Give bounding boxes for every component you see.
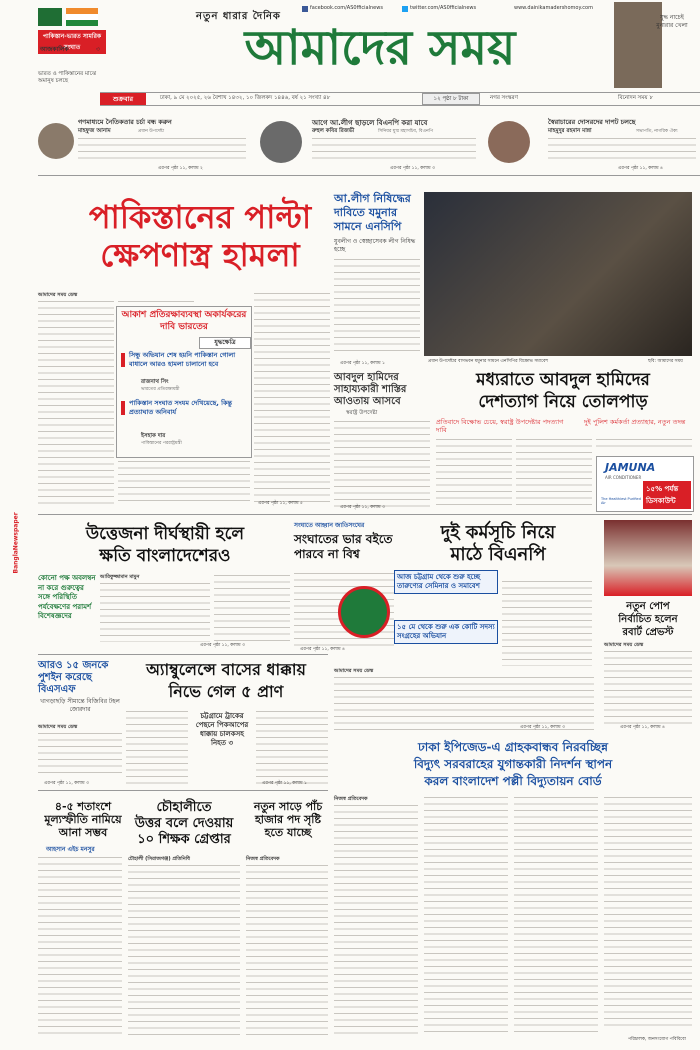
left-teaser: ভারত ও পাকিস্তানের মাঝে অমানুষ চলছে (38, 71, 96, 84)
ambulance-inset: চট্টগ্রামে ট্রাকের পেছনে পিকআপের ধাক্কায় চালকসহ নিহত ৩ (195, 712, 249, 747)
bnp-headline-2: মাঠে বিএনপি (450, 544, 546, 565)
columnist-1-jump: এরপর পৃষ্ঠা ১১, কলাম ২ (158, 166, 203, 171)
lead-jump: এরপর পৃষ্ঠা ১১, কলাম ৫ (258, 501, 303, 506)
fuel-body (38, 856, 122, 1036)
power-body-3 (514, 796, 598, 1034)
power-body-1 (334, 804, 418, 1034)
tension-body-2 (214, 574, 290, 642)
hamid-bullet-1: প্রতিবাদে বিক্ষোভ চেয়ে, স্বরাষ্ট্র উপদেষ্টার পদত্যাগ দাবি (436, 418, 564, 434)
ambulance-body-1 (126, 710, 188, 786)
date-strip (100, 92, 700, 106)
lead-body-col4 (118, 460, 250, 506)
fuel-byline: আহসান এইচ মনসুর (46, 846, 95, 853)
columnist-3 (488, 115, 700, 175)
fuel-headline-1: ৪-৫ শতাংশে (54, 800, 112, 813)
chowhali-byline: চৌহালী (সিরাজগঞ্জ) প্রতিনিধি (128, 856, 190, 862)
sidebar-bullet-icon (121, 353, 125, 367)
bnp-body-2 (334, 676, 594, 730)
houses-body (246, 864, 328, 1036)
india-flag-icon (66, 8, 98, 26)
sidebar-point-2-role: পাকিস্তানের পররাষ্ট্রমন্ত্রী (141, 441, 182, 446)
power-headline-3: করল বাংলাদেশ পল্লী বিদ্যুতায়ন বোর্ড (424, 774, 602, 788)
bnp-headline-1: দুই কর্মসূচি নিয়ে (440, 522, 556, 543)
pushin-headline: আরও ১৫ জনকে পুশইন করেছে বিএসএফ (38, 660, 109, 695)
un-jump: এরপর পৃষ্ঠা ১১, কলাম ৪ (300, 647, 345, 652)
facebook-link[interactable]: facebook.com/AS0fficialnews (310, 5, 383, 11)
columnist-2-headline: আগে আ.লীগ ছাড়লে বিএনপি করা যাবে (312, 119, 428, 127)
facebook-icon (302, 6, 308, 12)
columnist-2-photo (260, 121, 302, 163)
pope-photo (604, 520, 692, 596)
sidebar-point-1-role: ভারতের প্রতিরক্ষামন্ত্রী (141, 387, 180, 392)
flag-badge (38, 6, 106, 66)
edition: নগর সংস্করণ (490, 95, 518, 101)
tension-side-text: কোনো পক্ষ অবলম্বন না করে গুরুত্বের সঙ্গে পরিস্থিতি পর্যবেক্ষণের পরামর্শ বিশেষজ্ঞদের (38, 574, 96, 620)
columnist-3-role: সভাপতি, নাগরিক ঐক্য (636, 129, 678, 134)
power-byline: নিজস্ব প্রতিবেদক (334, 796, 368, 802)
power-body-4 (604, 796, 692, 1026)
sidebar-title: আকাশ প্রতিরক্ষাব্যবস্থা অকার্যকরের দাবি ভারতের (121, 310, 247, 332)
hamid-kicker: আবদুল হামিদের সাহায্যকারী শাস্তির আওতায় আসবে (334, 372, 407, 407)
ambulance-headline-1: অ্যাম্বুলেন্সে বাসের ধাক্কায় (146, 660, 306, 679)
lead-byline: আমাদের সময় ডেস্ক (38, 292, 78, 298)
ad-offer-2: ডিসকাউন্ট (646, 497, 676, 505)
awami-headline: আ.লীগ নিষিদ্ধের দাবিতে যমুনার সামনে এনসিপি (334, 192, 411, 233)
masthead (0, 0, 700, 110)
columnist-1-role: প্রধান উপদেষ্টা (138, 129, 165, 134)
power-footer: পরিচালক, জনসংযোগ পবিবিবো (628, 1037, 686, 1042)
lead-sidebar (116, 306, 252, 458)
website-link[interactable]: www.dainikamadershomoy.com (514, 5, 593, 11)
ambulance-jump: এরপর পৃষ্ঠা ১১, কলাম ১ (262, 781, 307, 786)
columnist-1-photo (38, 123, 74, 159)
columnist-2-body (312, 137, 476, 163)
pages-price: ১২ পৃষ্ঠা ৮ টাকা (422, 93, 480, 105)
columnist-2-author: রুহুল কবির রিজভী (312, 128, 355, 134)
hamid-body-1 (334, 420, 430, 510)
awami-photo-credit: ছবি: আমাদের সময় (648, 359, 683, 364)
hamid-headline-2: দেশত্যাগ নিয়ে তোলপাড় (478, 392, 648, 412)
sidebar-bullet-icon (121, 401, 125, 415)
houses-byline: নিজস্ব প্রতিবেদক (246, 856, 280, 862)
power-headline-2: বিদ্যুৎ সরবরাহের যুগান্তকারী নিদর্শন স্থাপন (413, 757, 613, 771)
hamid-body-3 (516, 438, 592, 510)
bnp-box-2: ১৫ মে থেকে শুরু এক কোটি সদস্য সংগ্রহের অভিযান (394, 620, 498, 644)
pope-body (604, 650, 692, 726)
pushin-byline: আমাদের সময় ডেস্ক (38, 724, 78, 730)
columnist-3-author: মাহমুদুর রহমান মান্না (548, 128, 592, 134)
columnist-1-body (78, 137, 246, 163)
pakistan-flag-icon (38, 8, 62, 26)
columnist-2 (260, 115, 480, 175)
tension-byline: আরিফুজ্জামান মামুন (100, 574, 140, 580)
chowhali-headline-3: ১০ শিক্ষক গ্রেপ্তার (137, 832, 231, 847)
hamid-jump: এরপর পৃষ্ঠা ১১, কলাম ৩ (340, 505, 385, 510)
jamuna-ad[interactable] (596, 456, 694, 512)
chowhali-headline-1: চৌহালীতে (156, 800, 212, 815)
tension-headline-1: উত্তেজনা দীর্ঘস্থায়ী হলে (85, 524, 245, 544)
pope-headline-2: নির্বাচিত হলেন (618, 614, 678, 625)
corner-teaser: যুদ্ধ নাচেই মুনারার খেলা (656, 14, 688, 29)
masthead-tagline: নতুন ধারার দৈনিক (196, 11, 281, 22)
lead-body-col1 (38, 300, 114, 506)
houses-headline-3: হতে যাচ্ছে (264, 826, 312, 839)
fuel-headline-3: আনা সম্ভব (58, 826, 108, 839)
ambulance-body-2 (256, 710, 328, 786)
twitter-icon (402, 6, 408, 12)
pushin-jump: এরপর পৃষ্ঠা ১১, কলাম ৩ (44, 781, 89, 786)
pushin-sub: খাগড়াছড়ি সীমান্তে বিজিবির টহল জোরদার (40, 698, 120, 713)
ad-offer-box (643, 481, 691, 509)
columnist-1 (38, 115, 250, 175)
houses-headline-2: হাজার পদ সৃষ্টি (255, 813, 321, 826)
power-headline-1: ঢাকা ইপিজেড-এ গ্রাহকবান্ধব নিরবচ্ছিন্ন (417, 740, 609, 754)
sidebar-point-1-by: রাজনাথ সিং (141, 379, 169, 385)
sidebar-point-2-by: ইসহাক দার (141, 433, 166, 439)
bnp-jump: এরপর পৃষ্ঠা ১১, কলাম ৩ (520, 725, 565, 730)
divider-1 (38, 514, 692, 515)
pushin-body (38, 732, 122, 778)
chowhali-body (128, 864, 240, 1036)
columnist-2-jump: এরপর পৃষ্ঠা ১১, কলাম ৩ (390, 166, 435, 171)
ad-slogan: The Healthiest Purified Air (601, 497, 641, 505)
pope-byline: আমাদের সময় ডেস্ক (604, 642, 644, 648)
bnp-box-1: আজ চট্টগ্রাম থেকে শুরু হচ্ছে তারুণ্যের সেমিনার ও সমাবেশ (394, 570, 498, 594)
columnist-3-headline: স্বৈরাচারের দোসরদের দাপট চলছে (548, 118, 636, 126)
divider-3 (38, 790, 328, 791)
bnp-byline: আমাদের সময় ডেস্ক (334, 668, 374, 674)
twitter-link[interactable]: twitter.com/AS0fficialnews (410, 5, 477, 11)
social-links (302, 5, 602, 15)
ambulance-headline-2: নিভে গেল ৫ প্রাণ (168, 682, 284, 701)
houses-headline-1: নতুন সাড়ে পাঁচ (253, 800, 323, 813)
sidebar-point-1-text: সিন্ধু অভিযান শেষ হয়নি পাকিস্তান গোলা বাধালে আরও হামলা চালানো হবে (129, 351, 236, 368)
un-kicker: সংঘাতে আহ্বান জাতিসংঘের (294, 522, 365, 529)
day-badge: শুক্রবার (100, 93, 146, 105)
columnist-3-body (548, 137, 696, 163)
pope-jump: এরপর পৃষ্ঠা ১১, কলাম ৪ (620, 725, 665, 730)
hamid-bullet-2: দুই পুলিশ কর্মকর্তা প্রত্যাহার, নতুন তদন্ত (584, 418, 686, 426)
corner-label: বিনোদন সময় ৮ (618, 95, 653, 101)
ad-brand: JAMUNA (605, 461, 656, 474)
columnist-1-headline: গণমাধ্যমে নৈতিকতার চর্চা বন্ধ করুন (78, 118, 172, 126)
hamid-headline-1: মধ্যরাতে আবদুল হামিদের (476, 370, 650, 390)
pope-headline-3: রবার্ট প্রেভস্ট (622, 627, 674, 638)
sidebar-tag: যুদ্ধক্ষেত্রি (199, 337, 251, 349)
columnists-row (38, 115, 700, 176)
masthead-title: আমাদের সময় (244, 20, 516, 76)
un-headline: সংঘাতের ভার বইতে পারবে না বিশ্ব (294, 532, 393, 561)
bnp-body-1 (502, 580, 592, 666)
chowhali-headline-2: উত্তর বলে দেওয়ায় (134, 816, 234, 831)
columnist-2-role: সিনিয়র যুগ্ম মহাসচিব, বিএনপি (378, 129, 434, 134)
ad-offer: ১৫% পর্যন্ত (646, 485, 679, 493)
tension-headline-2: ক্ষতি বাংলাদেশেরও (99, 546, 231, 566)
lead-headline-1: পাকিস্তানের পাল্টা (88, 198, 312, 236)
bnp-logo-icon (338, 586, 390, 638)
fuel-headline-2: মূল্যস্ফীতি নামিয়ে (44, 813, 122, 826)
tension-body-1 (100, 582, 210, 642)
pope-headline-1: নতুন পোপ (626, 601, 670, 612)
columnist-3-photo (488, 121, 530, 163)
hamid-body-2 (436, 438, 512, 510)
ad-product: AIR CONDITIONER (605, 475, 642, 480)
awami-photo-caption: প্রধান উপদেষ্টার বাসভবন যমুনার সামনে এনসিপির বিক্ষোভ সমাবেশ (428, 359, 549, 364)
sidebar-point-2-text: পাকিস্তান সংঘাত সংযম দেখিয়েছে, কিন্তু প্রত্যাঘাত অনিবার্য (129, 399, 233, 416)
badge-sub: আজকালিক (40, 46, 69, 53)
awami-jump: এরপর পৃষ্ঠা ১১, কলাম ১ (340, 361, 385, 366)
badge-page: ৩ (96, 46, 100, 53)
tension-jump: এরপর পৃষ্ঠা ১১, কলাম ৩ (200, 643, 245, 648)
lead-body-col3 (254, 292, 330, 506)
awami-sub: যুবলীগ ও স্বেচ্ছাসেবক লীগ নিষিদ্ধ হচ্ছে (334, 238, 416, 253)
date-line: ঢাকা, ৯ মে ২০২৫, ২৬ বৈশাখ ১৪৩২, ১০ জিলকদ ১৪৪৬, বর্ষ ২১ সংখ্যা ৪৮ (160, 95, 331, 101)
side-vertical-label: BanglaNewspaper (12, 512, 20, 574)
columnist-3-jump: এরপর পৃষ্ঠা ১১, কলাম ৪ (618, 166, 663, 171)
hamid-kicker-by: স্বরাষ্ট্র উপদেষ্টা (346, 410, 378, 416)
badge-title: পাকিস্তান-ভারত সামরিক সংঘাত (38, 30, 106, 54)
awami-body (334, 258, 420, 356)
columnist-1-author: মাহফুজ আনাম (78, 128, 111, 134)
divider-2 (38, 654, 328, 655)
power-body-2 (424, 796, 508, 1034)
lead-headline-2: ক্ষেপণাস্ত্র হামলা (100, 236, 300, 274)
awami-photo (424, 192, 692, 356)
hamid-body-4 (596, 438, 692, 452)
